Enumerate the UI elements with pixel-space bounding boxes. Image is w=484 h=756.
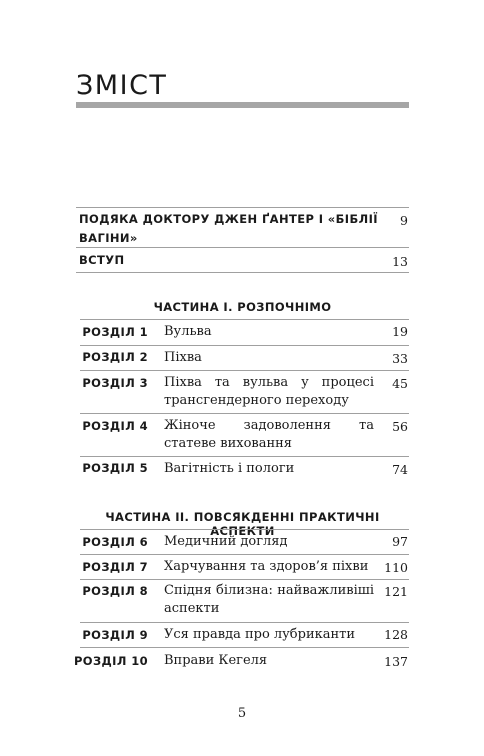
divider: [76, 247, 409, 248]
toc-entry-page: 13: [392, 254, 408, 269]
chapter-title[interactable]: Вагітність і пологи: [164, 461, 295, 476]
chapter-title[interactable]: Вправи Кегеля: [164, 653, 268, 668]
divider: [80, 413, 409, 414]
toc-entry-title[interactable]: ПОДЯКА ДОКТОРУ ДЖЕН ҐАНТЕР І «БІБЛІЇ ВАГІНИ»: [79, 212, 378, 245]
divider: [80, 370, 409, 371]
title-underline: [76, 102, 409, 108]
chapter-page: 74: [392, 462, 408, 477]
chapter-title[interactable]: Піхва: [164, 350, 202, 365]
chapter-label: РОЗДІЛ 3: [82, 376, 148, 390]
divider: [80, 647, 409, 648]
divider: [80, 345, 409, 346]
chapter-page: 128: [384, 627, 408, 642]
divider: [80, 579, 409, 580]
divider: [76, 207, 409, 208]
divider: [80, 456, 409, 457]
chapter-title[interactable]: Харчування та здоров’я піхви: [164, 559, 369, 574]
chapter-title[interactable]: Вульва: [164, 324, 212, 339]
chapter-page: 19: [392, 324, 408, 339]
divider: [80, 319, 409, 320]
chapter-label: РОЗДІЛ 1: [82, 325, 148, 339]
chapter-label: РОЗДІЛ 4: [82, 419, 148, 433]
page-number: 5: [237, 706, 247, 721]
chapter-title[interactable]: Медичний догляд: [164, 534, 288, 549]
chapter-page: 56: [392, 419, 408, 434]
chapter-page: 97: [392, 534, 408, 549]
divider: [80, 622, 409, 623]
chapter-page: 137: [384, 654, 408, 669]
toc-entry-page: 9: [400, 213, 408, 228]
chapter-label: РОЗДІЛ 5: [82, 461, 148, 475]
chapter-title[interactable]: Уся правда про лубриканти: [164, 627, 356, 642]
chapter-page: 45: [392, 376, 408, 391]
chapter-page: 121: [384, 584, 408, 599]
part-title: ЧАСТИНА І. РОЗПОЧНІМО: [153, 300, 332, 314]
chapter-label: РОЗДІЛ 6: [82, 535, 148, 549]
chapter-title[interactable]: Піхва та вульва у процесі трансгендерного переходу: [164, 375, 374, 408]
chapter-label: РОЗДІЛ 7: [82, 560, 148, 574]
chapter-label: РОЗДІЛ 2: [82, 350, 148, 364]
divider: [80, 554, 409, 555]
chapter-title[interactable]: Жіноче задоволення та статеве виховання: [164, 418, 374, 451]
chapter-page: 110: [384, 560, 408, 575]
toc-entry-title[interactable]: ВСТУП: [79, 253, 125, 267]
page-title: ЗМІСТ: [76, 70, 168, 101]
chapter-title[interactable]: Спідня білизна: найважливіші аспекти: [164, 583, 374, 616]
divider: [76, 272, 409, 273]
chapter-page: 33: [392, 351, 408, 366]
chapter-label: РОЗДІЛ 8: [82, 584, 148, 598]
divider: [80, 529, 409, 530]
part-title: ЧАСТИНА ІІ. ПОВСЯКДЕННІ ПРАКТИЧНІ АСПЕКТИ: [105, 510, 380, 538]
chapter-label: РОЗДІЛ 9: [82, 628, 148, 642]
chapter-label: РОЗДІЛ 10: [73, 654, 148, 668]
